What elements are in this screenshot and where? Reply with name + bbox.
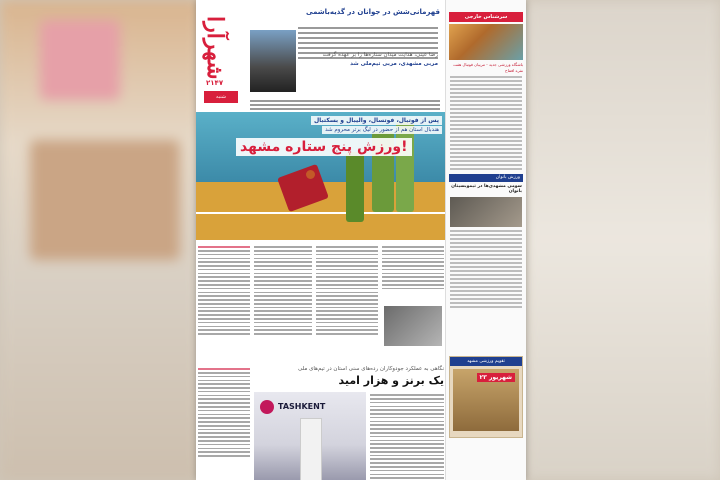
- masthead-subhead: رضا عینی، هدایت میدان ستاره‌ها را بر عهده گرفت: [322, 52, 438, 58]
- sidebar-thumbnail: [450, 197, 522, 227]
- text-column: [198, 244, 250, 364]
- sidebar-caption: باشگاه ورزشی جدید - مربیان فوتبال هفت نفره افتتاح: [453, 62, 523, 73]
- issue-day: شنبه: [204, 91, 238, 103]
- player-green: [396, 122, 414, 212]
- newspaper-logo: [200, 10, 242, 105]
- issue-number: ۲۱۴۷: [206, 79, 224, 87]
- calendar-date: ۲۳ شهریور: [477, 373, 515, 382]
- masthead-headline: قهرمانی‌شش در جوانان در گذیه‌باشمی: [306, 8, 440, 16]
- judo-photo: [254, 392, 366, 480]
- court-line: [196, 212, 446, 214]
- calendar-heading: تقویم ورزشی مشهد: [450, 357, 522, 366]
- article-columns: [196, 244, 446, 364]
- lower-headline: یک برنز و هزار امید: [338, 374, 444, 387]
- sidebar-heading: سرشناس خارجی: [449, 12, 523, 22]
- ball: [306, 170, 315, 179]
- hero-photo: [196, 112, 446, 240]
- text-column: [254, 244, 312, 364]
- blurred-logo-shape: [40, 20, 120, 100]
- blurred-photo-shape: [30, 140, 180, 260]
- masthead-lead-text: [250, 98, 440, 112]
- text-column: [382, 244, 444, 364]
- blurred-background-left: [0, 0, 200, 480]
- athlete-figure: [300, 418, 322, 480]
- sidebar-section-label: ورزش بانوان: [449, 174, 523, 182]
- sidebar-story-title: سومی مشهدی‌ها در تیموبسیتان بانوان: [451, 184, 522, 194]
- hero-kicker-secondary: هندبال استان هم از حضور در لیگ برتر محروم شد: [322, 126, 442, 134]
- lower-kicker: نگاهی به عملکرد جودوکاران رده‌های سنی استان در تیم‌های ملی: [297, 366, 444, 372]
- text-column: [198, 366, 250, 459]
- newspaper-page: [196, 0, 526, 480]
- masthead-photo: [250, 30, 296, 92]
- text-column: [316, 244, 378, 364]
- sidebar: [445, 0, 526, 480]
- blurred-background-right: [525, 0, 720, 480]
- logo-text: شهرآرا: [202, 16, 228, 80]
- hero-kicker: پس از فوتبال، فوتسال، والیبال و بسکتبال: [311, 116, 442, 125]
- sidebar-text: [450, 76, 522, 170]
- sponsor-text: TASHKENT: [278, 402, 326, 411]
- player-green: [346, 152, 364, 222]
- masthead: [196, 0, 446, 110]
- calendar-photo: [453, 369, 519, 431]
- sidebar-photo: [449, 24, 523, 60]
- text-column: [370, 392, 444, 480]
- inline-photo: [384, 306, 442, 346]
- masthead-subhead-bold: مربی مشهدی، مربی تیم‌ملی شد: [350, 61, 438, 67]
- sidebar-text: [450, 230, 522, 308]
- hero-headline: ورزش پنج ستاره مشهد!: [236, 138, 412, 156]
- sports-calendar-box: [449, 356, 523, 438]
- event-logo: [260, 400, 274, 414]
